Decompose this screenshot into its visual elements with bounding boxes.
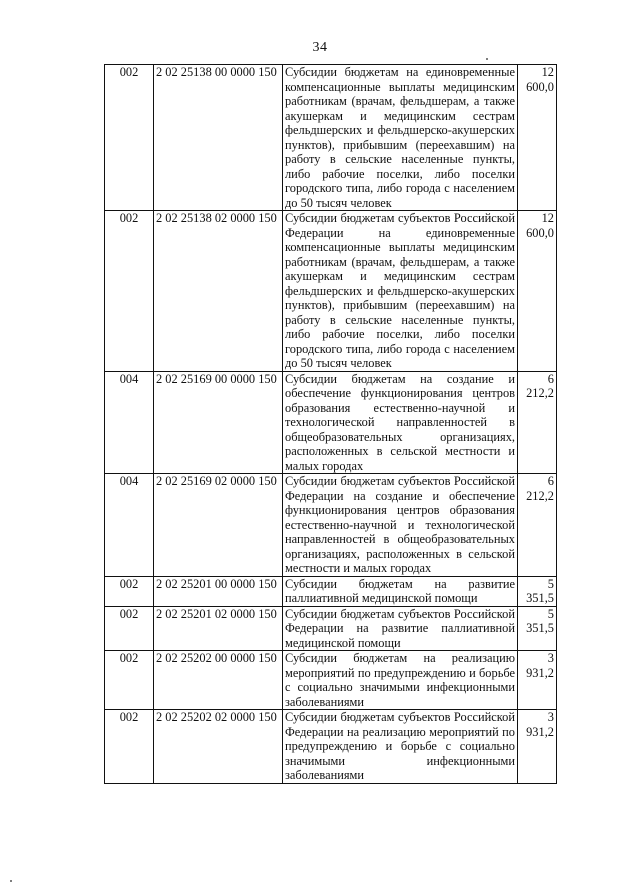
table-row: [105, 606, 557, 651]
income-name-cell: Субсидии бюджетам субъектов Российской Федерации на реализацию мероприятий по предупреждению и борьбе с социально значимыми инфекционными заболеваниями: [283, 710, 518, 784]
table-row: [105, 65, 557, 211]
income-name-cell: Субсидии бюджетам на единовременные компенсационные выплаты медицинским работникам (врачам, фельдшерам, а также акушеркам и медицинским сестрам фельдшерских и фельдшерско-акушерских пунктов), прибывшим (переехавшим) на работу в сельские населенные пункты, либо рабочие поселки, либо поселки городского типа, либо города с населением до 50 тысяч человек: [283, 65, 518, 211]
table-row: [105, 371, 557, 474]
budget-code-cell: 2 02 25169 00 0000 150: [154, 371, 283, 474]
page-number: 34: [312, 40, 328, 55]
admin-code-cell: 004: [105, 474, 154, 577]
table-row: [105, 710, 557, 784]
amount-cell: 5 351,5: [518, 606, 557, 651]
amount-cell: 12 600,0: [518, 211, 557, 372]
budget-table: [104, 64, 557, 784]
income-name-cell: Субсидии бюджетам на создание и обеспечение функционирования центров образования естественно-научной и технологической направленностей в общеобразовательных организациях, расположенных в сельской местности и малых городах: [283, 371, 518, 474]
table-row: [105, 474, 557, 577]
admin-code-cell: 002: [105, 710, 154, 784]
amount-cell: 5 351,5: [518, 576, 557, 606]
budget-code-cell: 2 02 25169 02 0000 150: [154, 474, 283, 577]
income-name-cell: Субсидии бюджетам субъектов Российской Федерации на создание и обеспечение функционирования центров образования естественно-научной и технологической направленностей в общеобразовательных организациях, расположенных в сельской местности и малых городах: [283, 474, 518, 577]
amount-cell: 6 212,2: [518, 474, 557, 577]
income-name-cell: Субсидии бюджетам на развитие паллиативной медицинской помощи: [283, 576, 518, 606]
budget-code-cell: 2 02 25201 00 0000 150: [154, 576, 283, 606]
table-row: [105, 651, 557, 710]
budget-code-cell: 2 02 25138 00 0000 150: [154, 65, 283, 211]
income-name-cell: Субсидии бюджетам субъектов Российской Федерации на единовременные компенсационные выплаты медицинским работникам (врачам, фельдшерам, а также акушеркам и медицинским сестрам фельдшерских и фельдшерско-акушерских пунктов), прибывшим (переехавшим) на работу в сельские населенные пункты, либо рабочие поселки, либо поселки городского типа, либо города с населением до 50 тысяч человек: [283, 211, 518, 372]
budget-code-cell: 2 02 25202 00 0000 150: [154, 651, 283, 710]
admin-code-cell: 004: [105, 371, 154, 474]
admin-code-cell: 002: [105, 65, 154, 211]
amount-cell: 3 931,2: [518, 710, 557, 784]
table-row: [105, 211, 557, 372]
scan-speck: [10, 880, 12, 882]
income-name-cell: Субсидии бюджетам субъектов Российской Федерации на развитие паллиативной медицинской помощи: [283, 606, 518, 651]
budget-code-cell: 2 02 25201 02 0000 150: [154, 606, 283, 651]
budget-code-cell: 2 02 25138 02 0000 150: [154, 211, 283, 372]
amount-cell: 6 212,2: [518, 371, 557, 474]
income-name-cell: Субсидии бюджетам на реализацию мероприятий по предупреждению и борьбе с социально значимыми инфекционными заболеваниями: [283, 651, 518, 710]
admin-code-cell: 002: [105, 651, 154, 710]
amount-cell: 3 931,2: [518, 651, 557, 710]
admin-code-cell: 002: [105, 606, 154, 651]
admin-code-cell: 002: [105, 211, 154, 372]
admin-code-cell: 002: [105, 576, 154, 606]
amount-cell: 12 600,0: [518, 65, 557, 211]
table-row: [105, 576, 557, 606]
scan-speck: [486, 58, 488, 60]
budget-code-cell: 2 02 25202 02 0000 150: [154, 710, 283, 784]
